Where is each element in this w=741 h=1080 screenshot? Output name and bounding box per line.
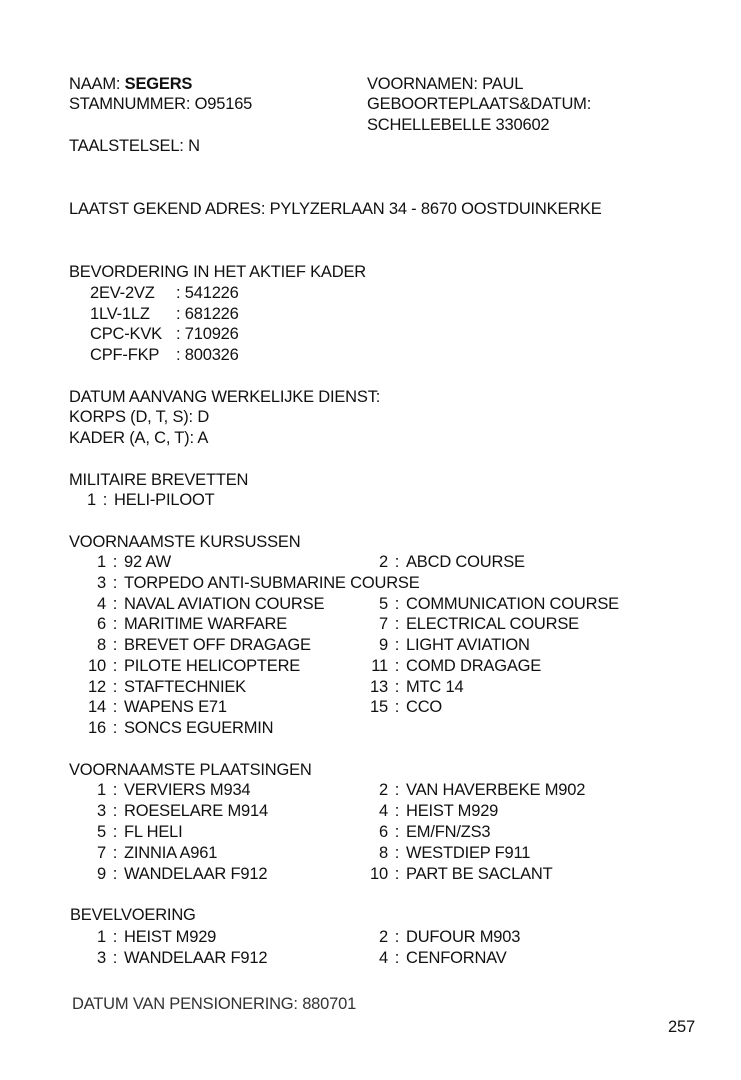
- list-item: [362, 552, 525, 572]
- list-item: [362, 780, 585, 800]
- item-text: COMMUNICATION COURSE: [406, 595, 619, 613]
- list-item: [362, 864, 552, 884]
- list-item: [362, 594, 619, 614]
- list-item: [80, 948, 267, 968]
- item-text: MTC 14: [406, 678, 464, 696]
- separator: :: [394, 844, 400, 862]
- separator: :: [394, 865, 400, 883]
- list-item: [362, 656, 541, 676]
- item-text: TORPEDO ANTI-SUBMARINE COURSE: [124, 574, 420, 592]
- item-number: 3: [97, 574, 106, 592]
- pensionering-label: DATUM VAN PENSIONERING:: [72, 995, 298, 1013]
- list-item: [80, 656, 300, 676]
- item-number: 4: [379, 802, 388, 820]
- item-text: COMD DRAGAGE: [406, 657, 542, 675]
- item-text: WAPENS E71: [124, 698, 227, 716]
- item-text: WESTDIEP F911: [406, 844, 531, 862]
- list-item: [80, 697, 227, 717]
- list-item: [80, 801, 268, 821]
- rank-code: CPF-FKP: [90, 346, 160, 364]
- voornamen-value: PAUL: [482, 75, 524, 93]
- naam-line: [69, 74, 192, 94]
- item-text: VERVIERS M934: [124, 781, 251, 799]
- separator: :: [394, 657, 400, 675]
- list-item: [362, 927, 520, 947]
- item-text: BREVET OFF DRAGAGE: [124, 636, 311, 654]
- list-item: [362, 801, 498, 821]
- item-number: 1: [97, 781, 106, 799]
- item-text: CENFORNAV: [406, 949, 507, 967]
- separator: :: [112, 553, 118, 571]
- list-item: [362, 635, 530, 655]
- kursussen-title: VOORNAAMSTE KURSUSSEN: [69, 533, 301, 551]
- separator: :: [176, 305, 181, 323]
- list-item: [70, 490, 215, 510]
- geboorte-label: GEBOORTEPLAATS&DATUM:: [367, 95, 592, 113]
- item-text: HELI-PILOOT: [114, 491, 215, 509]
- separator: :: [112, 719, 118, 737]
- list-item: [362, 614, 579, 634]
- separator: :: [112, 657, 118, 675]
- bevelvoering-title: BEVELVOERING: [70, 906, 196, 924]
- list-item: [362, 948, 507, 968]
- list-item: [90, 304, 239, 324]
- separator: :: [112, 678, 118, 696]
- list-item: [80, 927, 216, 947]
- item-number: 16: [88, 719, 106, 737]
- separator: :: [102, 491, 108, 509]
- item-number: 4: [379, 949, 388, 967]
- item-text: VAN HAVERBEKE M902: [406, 781, 586, 799]
- separator: :: [112, 949, 118, 967]
- adres-label: LAATST GEKEND ADRES:: [69, 200, 266, 218]
- separator: :: [112, 636, 118, 654]
- item-number: 8: [97, 636, 106, 654]
- adres-line: [69, 199, 602, 219]
- list-item: [80, 614, 287, 634]
- rank-code: 2EV-2VZ: [90, 284, 155, 302]
- bevordering-title: BEVORDERING IN HET AKTIEF KADER: [69, 263, 366, 281]
- item-number: 2: [379, 781, 388, 799]
- separator: :: [112, 574, 118, 592]
- list-item: [80, 843, 217, 863]
- item-number: 13: [370, 678, 388, 696]
- separator: :: [394, 595, 400, 613]
- naam-value: SEGERS: [124, 75, 193, 93]
- item-number: 12: [88, 678, 106, 696]
- list-item: [90, 283, 239, 303]
- item-text: DUFOUR M903: [406, 928, 521, 946]
- rank-code: CPC-KVK: [90, 325, 162, 343]
- item-text: LIGHT AVIATION: [406, 636, 530, 654]
- item-text: EM/FN/ZS3: [406, 823, 491, 841]
- item-text: CCO: [406, 698, 443, 716]
- list-item: [80, 677, 246, 697]
- item-text: 92 AW: [124, 553, 171, 571]
- separator: :: [112, 802, 118, 820]
- item-number: 1: [97, 553, 106, 571]
- item-text: ABCD COURSE: [406, 553, 525, 571]
- list-item: [80, 573, 420, 593]
- list-item: [362, 843, 530, 863]
- stamnummer-label: STAMNUMMER:: [69, 95, 191, 113]
- korps-line: [69, 407, 209, 427]
- list-item: [80, 635, 311, 655]
- item-number: 4: [97, 595, 106, 613]
- rank-date: 710926: [184, 325, 239, 343]
- rank-date: 681226: [184, 305, 239, 323]
- list-item: [90, 324, 239, 344]
- geboorte-value: SCHELLEBELLE 330602: [367, 116, 550, 134]
- taalstelsel-line: [69, 136, 200, 156]
- item-number: 1: [97, 928, 106, 946]
- separator: :: [112, 928, 118, 946]
- separator: :: [112, 781, 118, 799]
- item-text: STAFTECHNIEK: [124, 678, 246, 696]
- plaatsingen-title: VOORNAAMSTE PLAATSINGEN: [69, 761, 312, 779]
- item-number: 15: [370, 698, 388, 716]
- item-number: 1: [87, 491, 96, 509]
- list-item: [80, 822, 183, 842]
- separator: :: [176, 284, 181, 302]
- item-number: 2: [379, 553, 388, 571]
- list-item: [80, 780, 250, 800]
- separator: :: [394, 615, 400, 633]
- item-number: 3: [97, 802, 106, 820]
- item-text: NAVAL AVIATION COURSE: [124, 595, 325, 613]
- separator: :: [112, 698, 118, 716]
- brevetten-title: MILITAIRE BREVETTEN: [69, 471, 249, 489]
- rank-date: 800326: [184, 346, 239, 364]
- separator: :: [394, 928, 400, 946]
- item-text: SONCS EGUERMIN: [124, 719, 274, 737]
- korps-value: D: [197, 408, 210, 426]
- item-number: 10: [370, 865, 388, 883]
- korps-label: KORPS (D, T, S):: [69, 408, 193, 426]
- pensionering-line: [72, 994, 356, 1014]
- item-text: FL HELI: [124, 823, 183, 841]
- datum-aanvang-label: DATUM AANVANG WERKELIJKE DIENST:: [69, 388, 381, 406]
- list-item: [80, 594, 324, 614]
- separator: :: [394, 698, 400, 716]
- item-number: 9: [97, 865, 106, 883]
- separator: :: [394, 678, 400, 696]
- separator: :: [112, 823, 118, 841]
- item-number: 2: [379, 928, 388, 946]
- separator: :: [394, 949, 400, 967]
- list-item: [80, 552, 171, 572]
- list-item: [80, 718, 273, 738]
- item-number: 10: [88, 657, 106, 675]
- separator: :: [176, 346, 181, 364]
- list-item: [362, 822, 490, 842]
- item-text: PART BE SACLANT: [406, 865, 553, 883]
- list-item: [80, 864, 267, 884]
- rank-date: 541226: [184, 284, 239, 302]
- list-item: [362, 677, 463, 697]
- item-text: ROESELARE M914: [124, 802, 268, 820]
- separator: :: [394, 802, 400, 820]
- separator: :: [112, 844, 118, 862]
- separator: :: [394, 823, 400, 841]
- separator: :: [394, 781, 400, 799]
- kader-value: A: [197, 429, 209, 447]
- separator: :: [394, 636, 400, 654]
- item-text: HEIST M929: [406, 802, 499, 820]
- stamnummer-line: [69, 94, 252, 114]
- separator: :: [176, 325, 181, 343]
- voornamen-line: [367, 74, 523, 94]
- item-text: WANDELAAR F912: [124, 949, 268, 967]
- item-number: 9: [379, 636, 388, 654]
- separator: :: [394, 553, 400, 571]
- voornamen-label: VOORNAMEN:: [367, 75, 478, 93]
- taalstelsel-label: TAALSTELSEL:: [69, 137, 184, 155]
- item-number: 14: [88, 698, 106, 716]
- item-number: 7: [379, 615, 388, 633]
- stamnummer-value: O95165: [194, 95, 253, 113]
- item-number: 7: [97, 844, 106, 862]
- naam-label: NAAM:: [69, 75, 121, 93]
- item-text: WANDELAAR F912: [124, 865, 268, 883]
- kader-line: [69, 428, 208, 448]
- kader-label: KADER (A, C, T):: [69, 429, 194, 447]
- item-text: ZINNIA A961: [124, 844, 218, 862]
- item-number: 5: [379, 595, 388, 613]
- pensionering-value: 880701: [302, 995, 357, 1013]
- item-number: 3: [97, 949, 106, 967]
- list-item: [362, 697, 442, 717]
- adres-value: PYLYZERLAAN 34 - 8670 OOSTDUINKERKE: [269, 200, 602, 218]
- item-text: MARITIME WARFARE: [124, 615, 288, 633]
- item-number: 8: [379, 844, 388, 862]
- item-number: 6: [97, 615, 106, 633]
- item-text: ELECTRICAL COURSE: [406, 615, 579, 633]
- rank-code: 1LV-1LZ: [90, 305, 150, 323]
- item-number: 11: [371, 657, 388, 675]
- item-text: HEIST M929: [124, 928, 217, 946]
- item-text: PILOTE HELICOPTERE: [124, 657, 301, 675]
- item-number: 6: [379, 823, 388, 841]
- separator: :: [112, 595, 118, 613]
- separator: :: [112, 615, 118, 633]
- page-number: 257: [668, 1018, 695, 1036]
- list-item: [90, 345, 239, 365]
- taalstelsel-value: N: [188, 137, 200, 155]
- item-number: 5: [97, 823, 106, 841]
- separator: :: [112, 865, 118, 883]
